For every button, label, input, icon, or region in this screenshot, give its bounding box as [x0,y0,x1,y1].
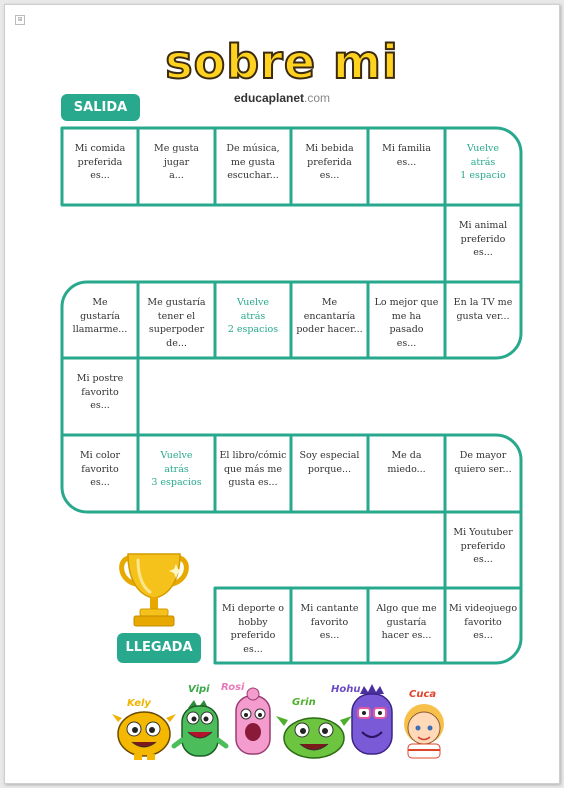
character-name-kely: Kely [127,698,151,709]
board-cell: Mi videojuego favorito es... [448,603,518,641]
board-cell: Lo mejor que me ha pasado es... [374,297,439,349]
board-cell: Vuelve atrás 2 espacios [227,297,279,335]
board-cell: Me encantaría poder hacer... [296,297,363,335]
board-cell: Soy especial porque... [299,450,360,475]
character-name-rosi: Rosi [221,682,245,693]
board-cell: Mi cantante favorito es... [300,603,359,641]
board-cell: Vuelve atrás 3 espacios [151,450,202,488]
girl-character-icon [404,704,444,758]
board-cell: Mi bebida preferida es... [305,143,354,181]
character-name-vipi: Vipi [188,684,210,695]
board-cell: Algo que me gustaría hacer es... [376,603,437,641]
green-dragon-icon [174,700,226,756]
board-cell: Me da miedo... [387,450,426,475]
character-name-hohu: Hohu [331,684,361,695]
character-name-grin: Grin [292,697,316,708]
pink-monster-icon [236,688,270,754]
board-cell: En la TV me gusta ver... [453,297,513,322]
board-cell: Vuelve atrás 1 espacio [460,143,506,181]
page-title: sobre mi [165,35,399,89]
brand-suffix: .com [304,91,331,105]
board-cell: Mi color favorito es... [79,450,121,488]
board-cell: Mi Youtuber preferido es... [453,527,513,565]
board-cell: De mayor quiero ser... [454,450,512,475]
page-corner-icon: ⊞ [15,15,25,25]
board-cell: Me gustaría llamarme... [72,297,128,335]
board-cell: De música, me gusta escuchar... [226,143,280,181]
character-name-cuca: Cuca [409,689,437,700]
finish-label: LLEGADA [117,633,201,663]
brand-name: educaplanet [233,91,304,105]
board-cell: Mi deporte o hobby preferido es... [221,603,284,655]
board-cell: Me gusta jugar a... [154,143,199,181]
board-cell: El libro/cómic que más me gusta es... [219,450,287,488]
board-cell: Mi familia es... [382,143,431,168]
board-cell: Mi postre favorito es... [76,373,124,411]
board-cell: Mi animal preferido es... [458,220,508,258]
orange-monster-icon [112,712,176,760]
board-cell: Mi comida preferida es... [74,143,126,181]
start-label: SALIDA [61,94,140,121]
board-cell: Me gustaría tener el superpoder de... [147,297,206,349]
green-monster-icon [276,716,352,758]
